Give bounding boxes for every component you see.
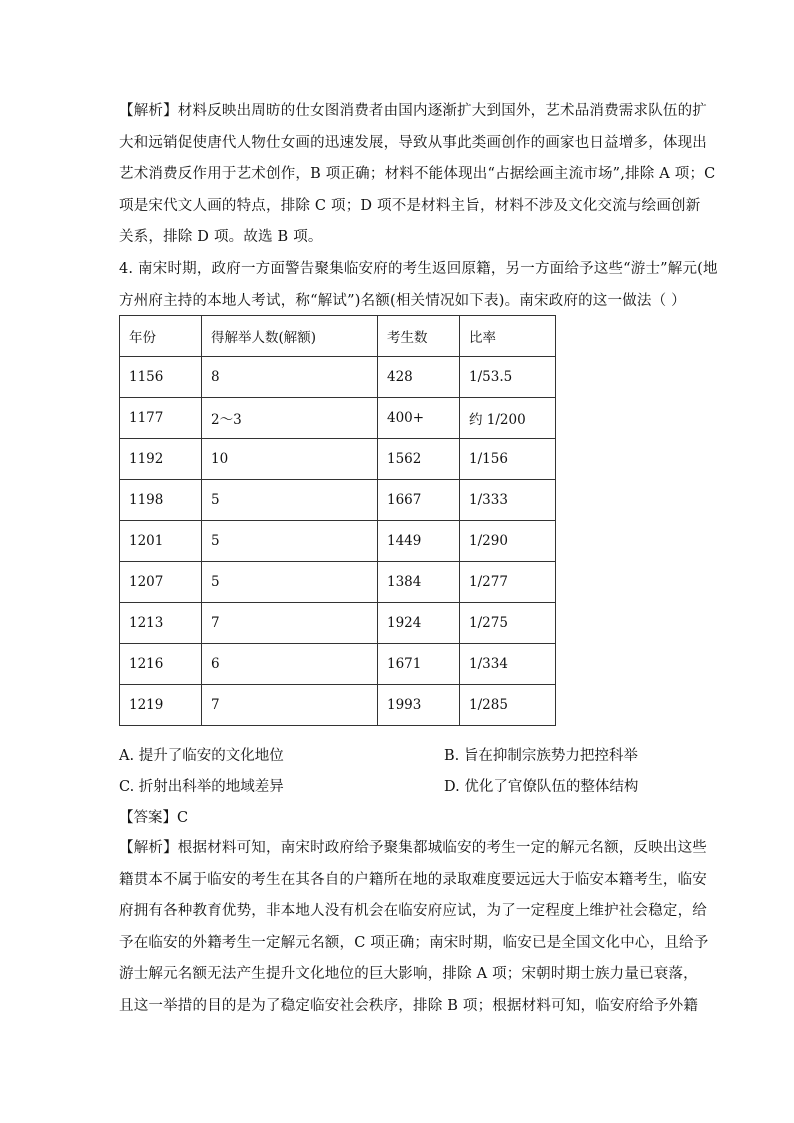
text-line: 府拥有各种教育优势，非本地人没有机会在临安府应试，为了一定程度上维护社会稳定，给 bbox=[119, 903, 707, 919]
cell-year: 1207 bbox=[120, 562, 202, 603]
cell-year: 1201 bbox=[120, 521, 202, 562]
table-header-row bbox=[120, 316, 556, 357]
cell-candidates: 1384 bbox=[378, 562, 460, 603]
table-row bbox=[120, 398, 556, 439]
cell-year: 1213 bbox=[120, 603, 202, 644]
cell-ratio: 1/290 bbox=[460, 521, 556, 562]
option-c: C. 折射出科举的地域差异 bbox=[119, 779, 284, 795]
cell-quota: 5 bbox=[202, 521, 378, 562]
answer-line: 【答案】C bbox=[119, 810, 189, 826]
option-a: A. 提升了临安的文化地位 bbox=[119, 748, 284, 764]
cell-ratio: 1/156 bbox=[460, 439, 556, 480]
table-row bbox=[120, 685, 556, 726]
cell-quota: 8 bbox=[202, 357, 378, 398]
text-line: 4. 南宋时期，政府一方面警告聚集临安府的考生返回原籍，另一方面给予这些“游士”解元(地 bbox=[119, 261, 718, 277]
option-b: B. 旨在抑制宗族势力把控科举 bbox=[444, 748, 638, 764]
text-line: 籍贯本不属于临安的考生在其各自的户籍所在地的录取难度要远远大于临安本籍考生，临安 bbox=[119, 871, 707, 888]
cell-ratio: 1/277 bbox=[460, 562, 556, 603]
text-line: 方州府主持的本地人考试，称“解试”)名额(相关情况如下表)。南宋政府的这一做法（ ） bbox=[119, 292, 686, 309]
cell-quota: 2～3 bbox=[202, 398, 378, 439]
header-candidates: 考生数 bbox=[378, 316, 460, 357]
cell-year: 1177 bbox=[120, 398, 202, 439]
text-line: 【解析】根据材料可知，南宋时政府给予聚集都城临安的考生一定的解元名额，反映出这些 bbox=[119, 840, 707, 856]
header-year: 年份 bbox=[120, 316, 202, 357]
cell-candidates: 428 bbox=[378, 357, 460, 398]
text-line: 项是宋代文人画的特点，排除 C 项；D 项不是材料主旨，材料不涉及文化交流与绘画创新 bbox=[119, 197, 701, 214]
cell-ratio: 1/333 bbox=[460, 480, 556, 521]
cell-quota: 7 bbox=[202, 603, 378, 644]
header-ratio: 比率 bbox=[460, 316, 556, 357]
cell-candidates: 1667 bbox=[378, 480, 460, 521]
table-row bbox=[120, 439, 556, 480]
analysis-paragraph-q4 bbox=[119, 833, 709, 1022]
cell-year: 1198 bbox=[120, 480, 202, 521]
table-row bbox=[120, 357, 556, 398]
cell-candidates: 1671 bbox=[378, 644, 460, 685]
option-d: D. 优化了官僚队伍的整体结构 bbox=[444, 779, 639, 795]
table-row bbox=[120, 480, 556, 521]
analysis-paragraph-q3 bbox=[119, 96, 716, 254]
cell-quota: 6 bbox=[202, 644, 378, 685]
cell-quota: 5 bbox=[202, 480, 378, 521]
text-line: 艺术消费反作用于艺术创作，B 项正确；材料不能体现出“占据绘画主流市场”,排除 A 项；C bbox=[119, 166, 716, 182]
cell-year: 1156 bbox=[120, 357, 202, 398]
cell-ratio: 1/285 bbox=[460, 685, 556, 726]
exam-quota-table bbox=[119, 315, 556, 726]
cell-quota: 10 bbox=[202, 439, 378, 480]
cell-year: 1216 bbox=[120, 644, 202, 685]
text-line: 予在临安的外籍考生一定解元名额，C 项正确；南宋时期，临安已是全国文化中心，且给予 bbox=[119, 934, 709, 951]
table-row bbox=[120, 562, 556, 603]
cell-candidates: 400+ bbox=[378, 398, 460, 439]
text-line: 关系，排除 D 项。故选 B 项。 bbox=[119, 229, 323, 245]
text-line: 大和远销促使唐代人物仕女画的迅速发展，导致从事此类画创作的画家也日益增多，体现出 bbox=[119, 134, 707, 151]
cell-ratio: 1/334 bbox=[460, 644, 556, 685]
table-row bbox=[120, 521, 556, 562]
cell-candidates: 1924 bbox=[378, 603, 460, 644]
cell-candidates: 1993 bbox=[378, 685, 460, 726]
cell-ratio: 约 1/200 bbox=[460, 398, 556, 439]
cell-year: 1219 bbox=[120, 685, 202, 726]
table-row bbox=[120, 644, 556, 685]
table-row bbox=[120, 603, 556, 644]
cell-quota: 5 bbox=[202, 562, 378, 603]
text-line: 【解析】材料反映出周昉的仕女图消费者由国内逐渐扩大到国外，艺术品消费需求队伍的扩 bbox=[119, 103, 707, 119]
text-line: 且这一举措的目的是为了稳定临安社会秩序，排除 B 项；根据材料可知，临安府给予外籍 bbox=[119, 997, 699, 1014]
cell-year: 1192 bbox=[120, 439, 202, 480]
header-quota: 得解举人数(解额) bbox=[202, 316, 378, 357]
text-line: 游士解元名额无法产生提升文化地位的巨大影响，排除 A 项；宋朝时期士族力量已衰落， bbox=[119, 966, 698, 982]
cell-ratio: 1/275 bbox=[460, 603, 556, 644]
question-4-stem bbox=[119, 254, 718, 317]
cell-candidates: 1449 bbox=[378, 521, 460, 562]
cell-candidates: 1562 bbox=[378, 439, 460, 480]
cell-ratio: 1/53.5 bbox=[460, 357, 556, 398]
cell-quota: 7 bbox=[202, 685, 378, 726]
